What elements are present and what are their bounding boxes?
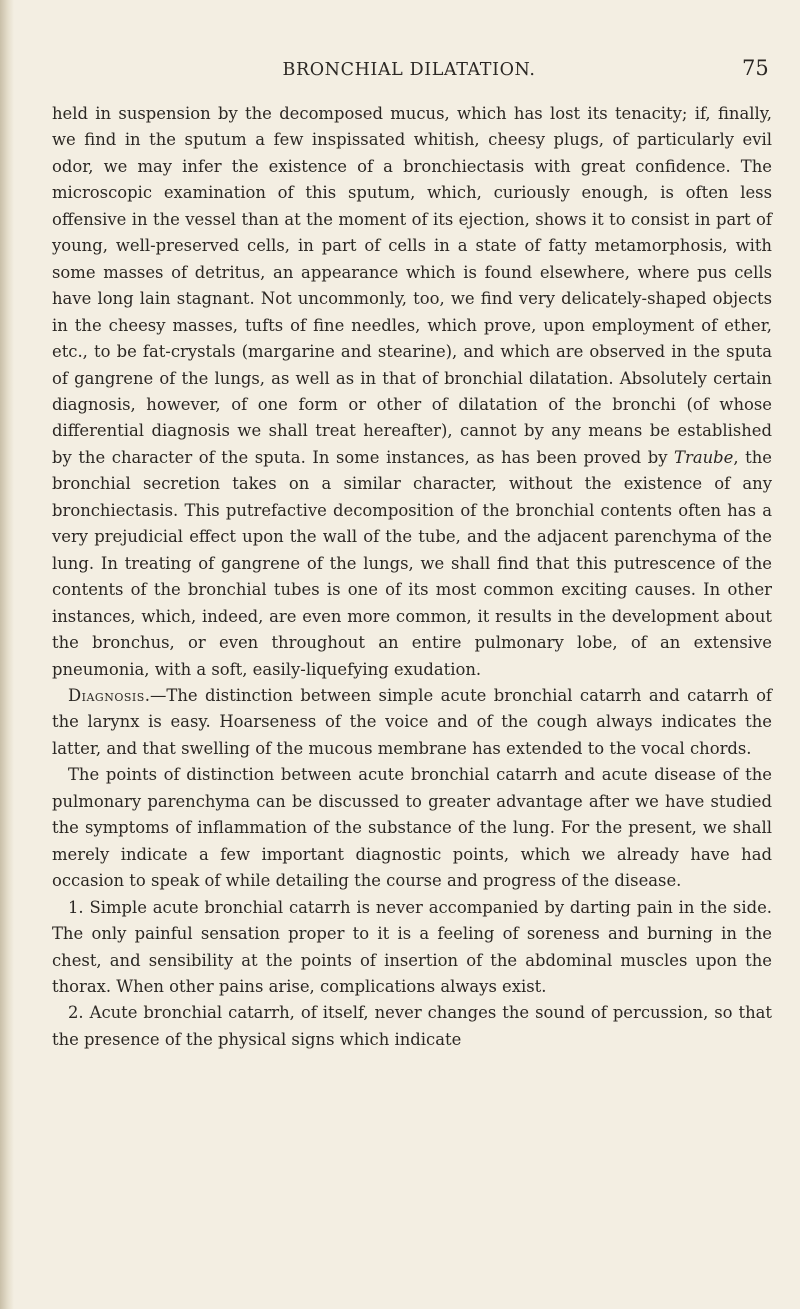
text-run: 1. Simple acute bronchial catarrh is never accompanied by darting pain in the side. The only painful sensation proper to it is a feeling of soreness and burning in the chest, and sensibility at the points of insertion of the abdominal muscles upon the thorax. When other pains arise, complications always exist.	[52, 897, 772, 996]
text-run: The points of distinction between acute bronchial catarrh and acute disease of the pulmonary parenchyma can be discussed to greater advantage after we have studied the symptoms of inflammation of the substance of the lung. For the present, we shall merely indicate a few important diagnostic points, which we already have had occasion to speak of while detailing the course and progress of the disease.	[52, 765, 772, 891]
author-name-italic: Traube	[674, 447, 734, 467]
running-head: BRONCHIAL DILATATION.	[282, 60, 536, 80]
paragraph	[52, 101, 772, 683]
section-heading-diagnosis: Diagnosis	[68, 685, 145, 705]
paragraph	[52, 683, 772, 762]
text-run: held in suspension by the decomposed mucus, which has lost its tenacity; if, finally, we find in the sputum a few inspissated whitish, cheesy plugs, of particularly evil odor, we may infer the existence of a bronchiectasis with great confidence. The microscopic examination of this sputum, which, curiously enough, is often less offensive in the vessel than at the moment of its ejection, shows it to consist in part of young, well-preserved cells, in part of cells in a state of fatty metamorphosis, with some masses of detritus, an appearance which is found elsewhere, where pus cells have long lain stagnant. Not uncommonly, too, we find very delicately-shaped objects in the cheesy masses, tufts of fine needles, which prove, upon employment of ether, etc., to be fat-crystals (margarine and stearine), and which are observed in the sputa of gangrene of the lungs, as well as in that of bronchial dilatation. Absolutely certain diagnosis, however, of one form or other of dilatation of the bronchi (of whose differential diagnosis we shall treat hereafter), cannot by any means be established by the character of the sputa. In some instances, as has been proved by	[52, 104, 772, 467]
page-binding-shadow	[0, 0, 14, 1309]
page-number: 75	[742, 56, 769, 80]
text-run: , the bronchial secretion takes on a similar character, without the existence of any bronchiectasis. This putrefactive decomposition of the bronchial contents often has a very prejudicial effect upon the wall of the tube, and the adjacent parenchyma of the lung. In treating of gangrene of the lungs, we shall find that this putrescence of the contents of the bronchial tubes is one of its most common exciting causes. In other instances, which, indeed, are even more common, it results in the development about the bronchus, or even throughout an entire pulmonary lobe, of an extensive pneumonia, with a soft, easily-liquefying exudation.	[52, 447, 772, 679]
paragraph	[52, 1000, 772, 1053]
text-run: 2. Acute bronchial catarrh, of itself, never changes the sound of percussion, so that the presence of the physical signs which indicate	[52, 1003, 772, 1049]
paragraph	[52, 762, 772, 894]
paragraph	[52, 895, 772, 1001]
text-run: .—The distinction between simple acute bronchial catarrh and catarrh of the larynx is easy. Hoarseness of the voice and of the cough always indicates the latter, and that swelling of the mucous membrane has extended to the vocal chords.	[52, 685, 772, 758]
body-text	[52, 101, 772, 1053]
